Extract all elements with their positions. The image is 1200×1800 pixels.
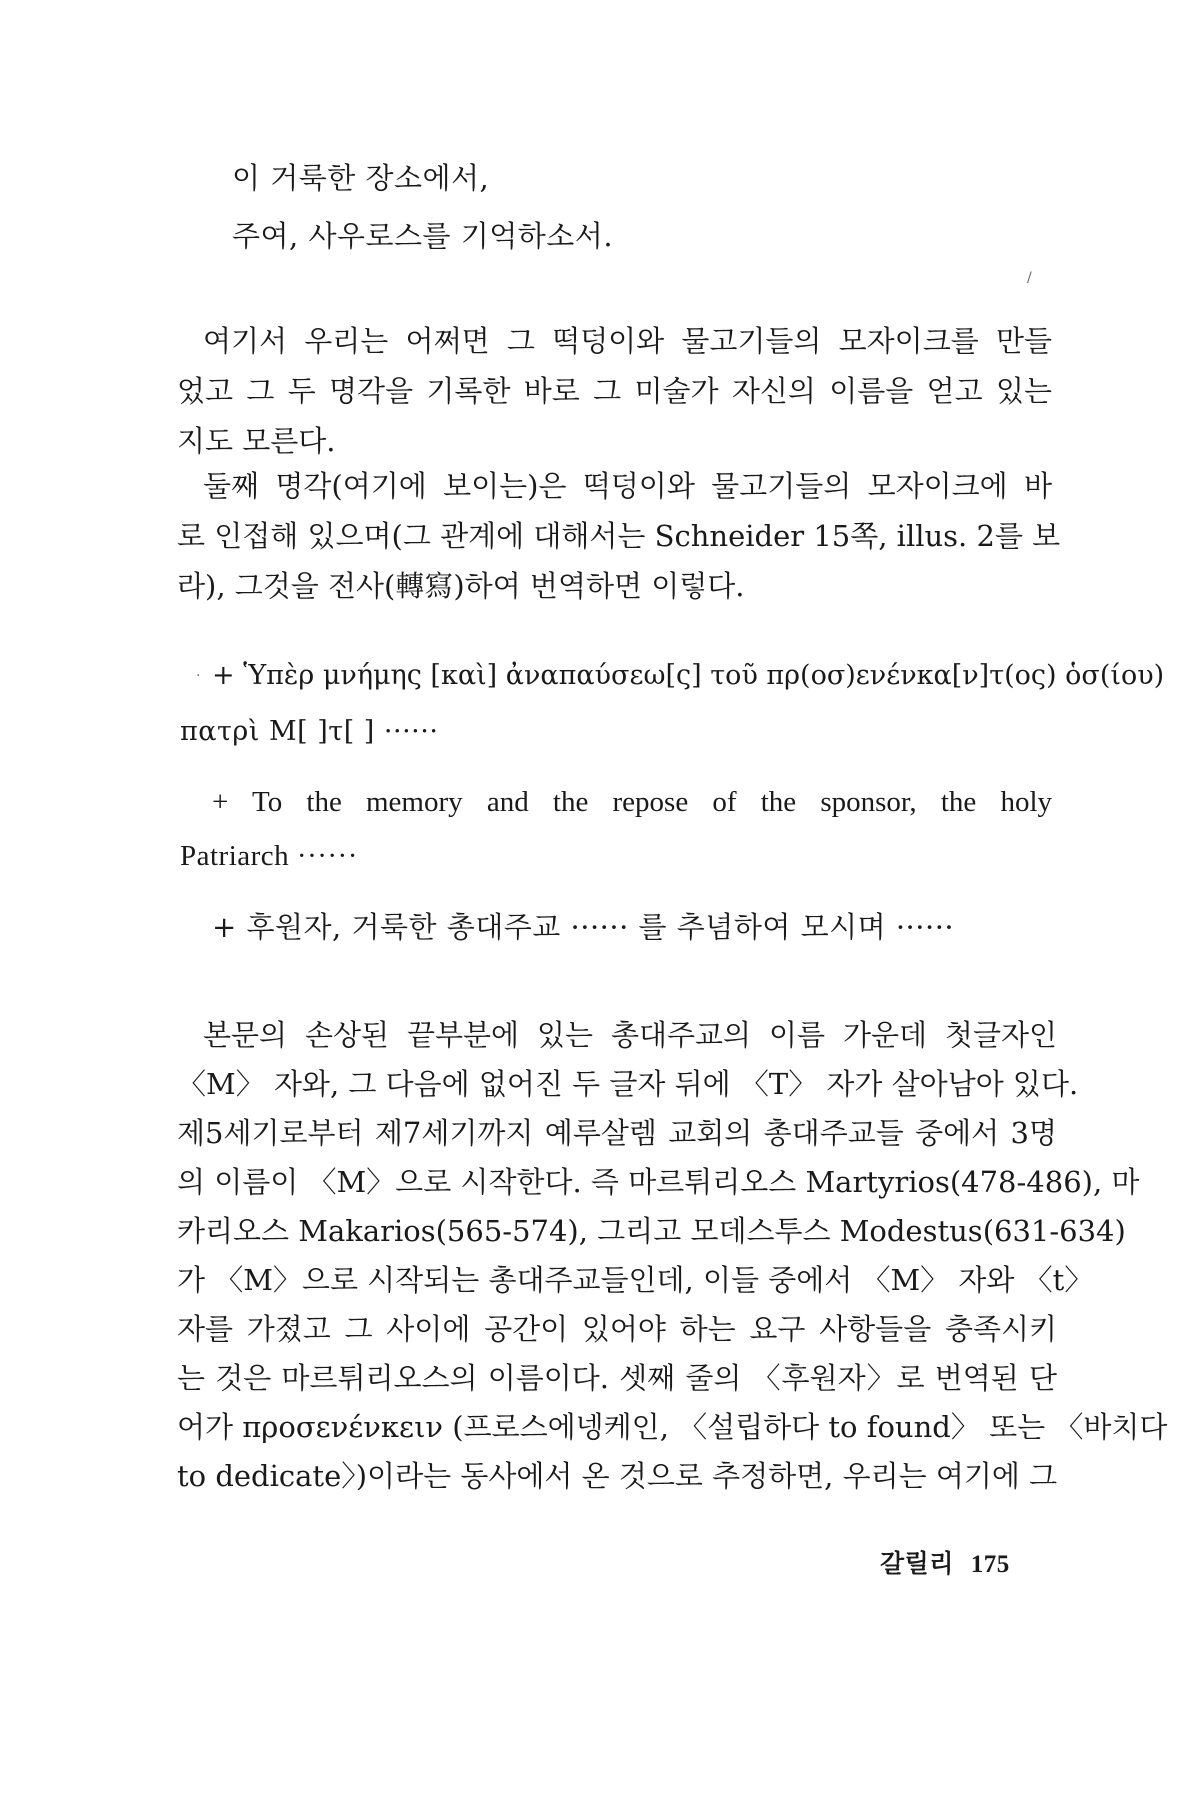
- page-footer: [880, 1544, 1010, 1580]
- paragraph-3-line: 의 이름이 〈M〉으로 시작한다. 즉 마르튀리오스 Martyrios(478-486), 마: [177, 1165, 1140, 1199]
- inscription-line-1: 이 거룩한 장소에서,: [232, 161, 490, 195]
- paragraph-3-line: 〈M〉 자와, 그 다음에 없어진 두 글자 뒤에 〈T〉 자가 살아남아 있다.: [177, 1067, 1079, 1101]
- paragraph-2-line: 둘째 명각(여기에 보이는)은 떡덩이와 물고기들의 모자이크에 바: [203, 469, 1052, 503]
- paragraph-1-line: 지도 모른다.: [177, 424, 336, 458]
- paragraph-3-line: 가 〈M〉으로 시작되는 총대주교들인데, 이들 중에서 〈M〉 자와 〈t〉: [177, 1263, 1094, 1297]
- stray-dot: ·: [196, 668, 201, 684]
- page-number: 175: [970, 1551, 1010, 1578]
- inscription-line-2: 주여, 사우로스를 기억하소서.: [232, 219, 614, 253]
- paragraph-2-line: 로 인접해 있으며(그 관계에 대해서는 Schneider 15쪽, illus. 2를 보: [177, 519, 1061, 553]
- paragraph-3-line: to dedicate〉)이라는 동사에서 온 것으로 추정하면, 우리는 여기에 그: [177, 1459, 1058, 1493]
- korean-translation: + 후원자, 거룩한 총대주교 ······ 를 추념하여 모시며 ······: [212, 910, 955, 944]
- paragraph-3-line: 어가 προσενένκειν (프로스에넹케인, 〈설립하다 to found〉 또는 〈바치다: [177, 1410, 1168, 1444]
- paragraph-3-line: 는 것은 마르튀리오스의 이름이다. 셋째 줄의 〈후원자〉로 번역된 단: [177, 1361, 1057, 1395]
- paragraph-1-line: 었고 그 두 명각을 기록한 바로 그 미술가 자신의 이름을 얻고 있는: [177, 374, 1052, 408]
- greek-inscription-line: πατρὶ Μ[ ]τ[ ] ······: [180, 716, 439, 747]
- paragraph-3-line: 제5세기로부터 제7세기까지 예루살렘 교회의 총대주교들 중에서 3명: [177, 1116, 1057, 1150]
- paragraph-1-line: 여기서 우리는 어쩌면 그 떡덩이와 물고기들의 모자이크를 만들: [203, 324, 1052, 358]
- paragraph-3-line: 카리오스 Makarios(565-574), 그리고 모데스투스 Modestus(631-634): [177, 1214, 1126, 1248]
- paragraph-2: [177, 461, 1061, 611]
- running-title: 갈릴리: [880, 1551, 954, 1578]
- english-translation-line: Patriarch ······: [180, 840, 358, 872]
- paragraph-2-line: 라), 그것을 전사(轉寫)하여 번역하면 이렇다.: [177, 569, 745, 603]
- greek-inscription-line: + Ὑπὲρ μνήμης [καὶ] ἀναπαύσεω[ς] τοῦ πρ(οσ)ενένκα[ν]τ(ος) ὁσ(ίου): [212, 660, 1165, 691]
- english-translation: [212, 777, 1052, 827]
- greek-inscription: [212, 651, 1165, 701]
- english-translation-line: + To the memory and the repose of the sponsor, the holy: [212, 786, 1052, 818]
- paragraph-3-line: 본문의 손상된 끝부분에 있는 총대주교의 이름 가운데 첫글자인: [203, 1018, 1057, 1052]
- paragraph-3: [177, 1011, 1168, 1501]
- stray-mark: /: [1027, 270, 1032, 286]
- paragraph-1: [177, 316, 1052, 466]
- paragraph-3-line: 자를 가졌고 그 사이에 공간이 있어야 하는 요구 사항들을 충족시키: [177, 1312, 1057, 1346]
